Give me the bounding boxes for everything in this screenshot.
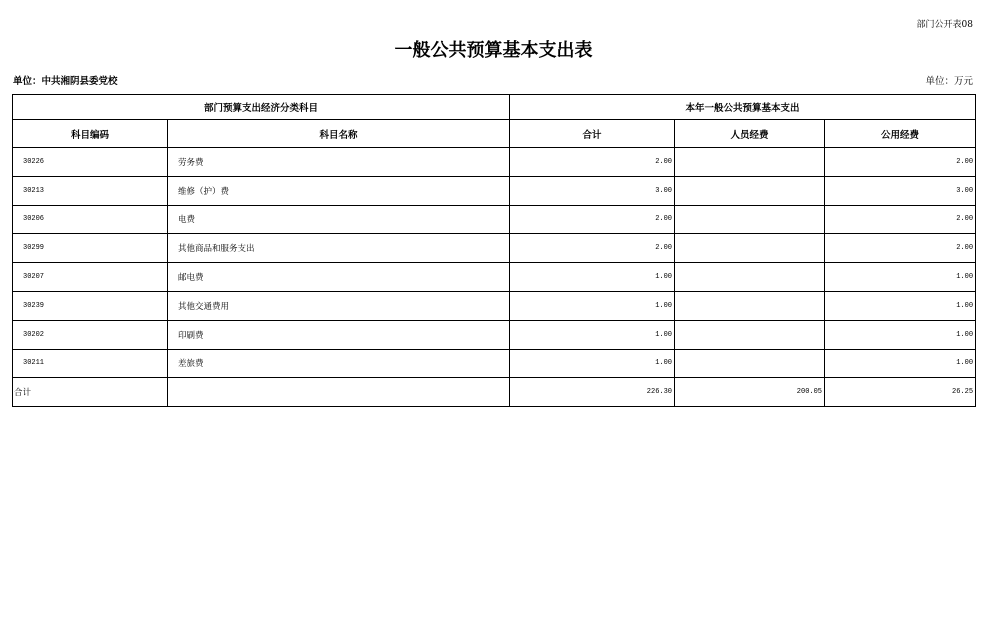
total-row-personnel: 200.05 [675, 378, 825, 407]
cell-name: 其他商品和服务支出 [168, 234, 510, 263]
cell-name: 印刷费 [168, 320, 510, 349]
group-header-economic-classification: 部门预算支出经济分类科目 [13, 95, 510, 120]
cell-personnel [675, 320, 825, 349]
column-header-public: 公用经费 [825, 120, 976, 148]
cell-code: 30202 [13, 320, 168, 349]
column-header-row [13, 120, 976, 148]
total-row-public: 26.25 [825, 378, 976, 407]
cell-personnel [675, 234, 825, 263]
table-row [13, 176, 976, 205]
cell-personnel [675, 349, 825, 378]
unit-organization-label: 单位：中共湘阴县委党校 [13, 76, 118, 87]
column-header-code: 科目编码 [13, 120, 168, 148]
cell-total: 1.00 [510, 291, 675, 320]
cell-total: 1.00 [510, 320, 675, 349]
cell-public: 1.00 [825, 291, 976, 320]
cell-name: 其他交通费用 [168, 291, 510, 320]
cell-name: 劳务费 [168, 148, 510, 177]
cell-personnel [675, 148, 825, 177]
cell-personnel [675, 263, 825, 292]
form-code-label: 部门公开表08 [916, 20, 973, 30]
cell-total: 2.00 [510, 205, 675, 234]
cell-name: 邮电费 [168, 263, 510, 292]
column-header-personnel: 人员经费 [675, 120, 825, 148]
total-row-label: 合计 [13, 378, 168, 407]
cell-name: 电费 [168, 205, 510, 234]
cell-public: 2.00 [825, 205, 976, 234]
cell-total: 3.00 [510, 176, 675, 205]
table-row [13, 320, 976, 349]
table-row [13, 291, 976, 320]
cell-name: 差旅费 [168, 349, 510, 378]
table-row [13, 205, 976, 234]
unit-currency-label: 单位：万元 [925, 76, 973, 87]
table-row [13, 148, 976, 177]
cell-public: 1.00 [825, 320, 976, 349]
cell-name: 维修（护）费 [168, 176, 510, 205]
cell-code: 30239 [13, 291, 168, 320]
table-row [13, 234, 976, 263]
table-row [13, 263, 976, 292]
cell-total: 2.00 [510, 148, 675, 177]
cell-total: 2.00 [510, 234, 675, 263]
cell-public: 2.00 [825, 234, 976, 263]
page-title: 一般公共预算基本支出表 [394, 40, 593, 61]
total-row-total: 226.30 [510, 378, 675, 407]
group-header-basic-expenditure: 本年一般公共预算基本支出 [510, 95, 976, 120]
cell-public: 2.00 [825, 148, 976, 177]
total-row-name-cell [168, 378, 510, 407]
cell-code: 30226 [13, 148, 168, 177]
column-header-name: 科目名称 [168, 120, 510, 148]
column-header-total: 合计 [510, 120, 675, 148]
cell-personnel [675, 205, 825, 234]
cell-public: 1.00 [825, 349, 976, 378]
cell-total: 1.00 [510, 349, 675, 378]
cell-code: 30213 [13, 176, 168, 205]
table-row [13, 349, 976, 378]
group-header-row [13, 95, 976, 120]
cell-personnel [675, 291, 825, 320]
total-row [13, 378, 976, 407]
cell-personnel [675, 176, 825, 205]
cell-public: 3.00 [825, 176, 976, 205]
cell-public: 1.00 [825, 263, 976, 292]
cell-code: 30207 [13, 263, 168, 292]
budget-table [12, 94, 976, 407]
cell-code: 30211 [13, 349, 168, 378]
cell-code: 30206 [13, 205, 168, 234]
cell-total: 1.00 [510, 263, 675, 292]
cell-code: 30299 [13, 234, 168, 263]
